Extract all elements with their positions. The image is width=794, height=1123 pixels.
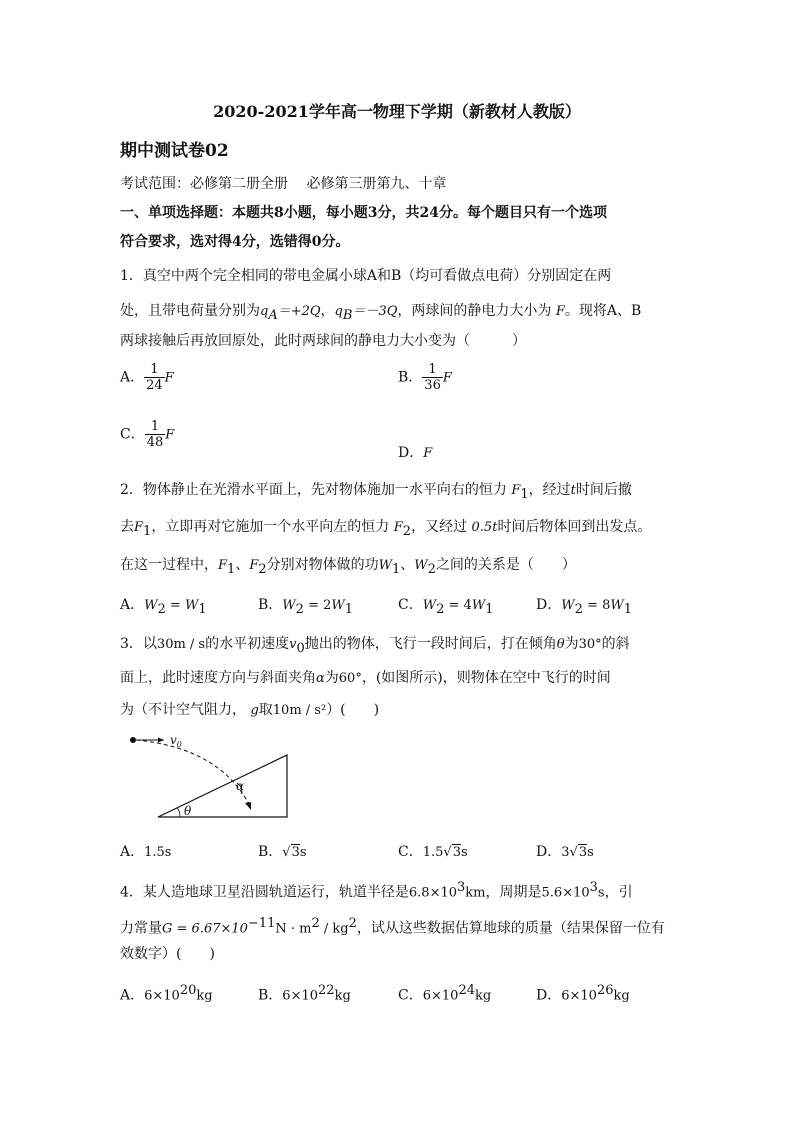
projectile-incline-figure [120, 728, 300, 820]
q1-option-b: B． $\frac{1}{36}$ F [398, 362, 452, 393]
q4-line3: 效数字）( ) [120, 946, 215, 962]
q2-option-a: A．$W_2 = W_1$ [120, 597, 207, 617]
fig-label-theta: θ [184, 804, 192, 818]
q3-line1: 3．以30m / s的水平初速度$v_0$抛出的物体，飞行一段时间后，打在倾角θ为30°的斜 [120, 636, 630, 656]
velocity-arrowhead [158, 738, 164, 743]
incline-triangle [158, 755, 287, 817]
q1-line2: 处，且带电荷量分别为$q_A=+2Q$，$q_B=-3Q$，两球间的静电力大小为 F。现将A、B [120, 303, 642, 323]
q4-option-d: D．$6\times 10^{26}kg$ [536, 983, 630, 1004]
q2-line1: 2．物体静止在光滑水平面上，先对物体施加一水平向右的恒力 $F_1$，经过t时间后撤 [120, 482, 632, 502]
q3-option-b: B．√3s [258, 844, 307, 860]
q4-option-c: C．$6\times 10^{24}kg$ [398, 983, 492, 1004]
q1-option-c: C． $\frac{1}{48}$ F [120, 419, 175, 450]
trajectory-path [136, 740, 250, 806]
fig-label-v0: $v_0$ [170, 733, 182, 749]
q1-option-a: A． $\frac{1}{24}$ F [120, 362, 174, 393]
q2-option-c: C．$W_2 = 4W_1$ [398, 597, 494, 617]
q3-option-c: C．1.5√3s [398, 844, 468, 860]
q1-line3: 两球接触后再放回原处，此时两球间的静电力大小变为（ ） [120, 333, 526, 349]
q3-option-d: D．3√3s [536, 844, 594, 860]
q4-option-a: A．$6\times 10^{20}kg$ [120, 983, 213, 1004]
document-title: 2020-2021学年高一物理下学期（新教材人教版） [213, 102, 581, 121]
section-heading-line2: 符合要求，选对得4分，选错得0分。 [120, 234, 350, 250]
q1-line1: 1．真空中两个完全相同的带电金属小球A和B（均可看做点电荷）分别固定在两 [120, 268, 612, 284]
projectile-ball [130, 737, 136, 743]
impact-arrowhead [245, 802, 251, 810]
q1-option-d: D．F [398, 445, 433, 461]
angle-theta-arc [177, 808, 180, 817]
q2-option-b: B．$W_2 = 2W_1$ [258, 597, 354, 617]
q3-line2: 面上，此时速度方向与斜面夹角α为60°，(如图所示)，则物体在空中飞行的时间 [120, 670, 611, 686]
q4-option-b: B．$6\times 10^{22}kg$ [258, 983, 351, 1004]
q2-line2: 去$F_1$，立即再对它施加一个水平向左的恒力 $F_2$，又经过 0.5t时间后物体回到出发点。 [120, 519, 652, 539]
q3-option-a: A．1.5s [120, 844, 172, 860]
section-heading-line1: 一、单项选择题：本题共8小题，每小题3分，共24分。每个题目只有一个选项 [120, 205, 607, 221]
q4-line2: 力常量$G = 6.67\times 10^{-11}N \cdot m^2 / kg^2$，试从这些数据估算地球的质量（结果保留一位有 [120, 916, 665, 937]
test-subtitle: 期中测试卷02 [120, 141, 229, 161]
q4-line1: 4．某人造地球卫星沿圆轨道运行，轨道半径是$6.8\times 10^3km$，周期是$5.6\times 10^3s$，引 [120, 880, 633, 901]
q3-line3: 为（不计空气阻力， g取10m / s²）( ) [120, 702, 380, 718]
exam-scope: 考试范围：必修第二册全册 必修第三册第九、十章 [120, 176, 447, 192]
fig-label-alpha: α [236, 779, 245, 793]
q2-line3: 在这一过程中，$F_1$、$F_2$分别对物体做的功$W_1$、$W_2$之间的关系是（ ） [120, 557, 576, 577]
q2-option-d: D．$W_2 = 8W_1$ [536, 597, 632, 617]
